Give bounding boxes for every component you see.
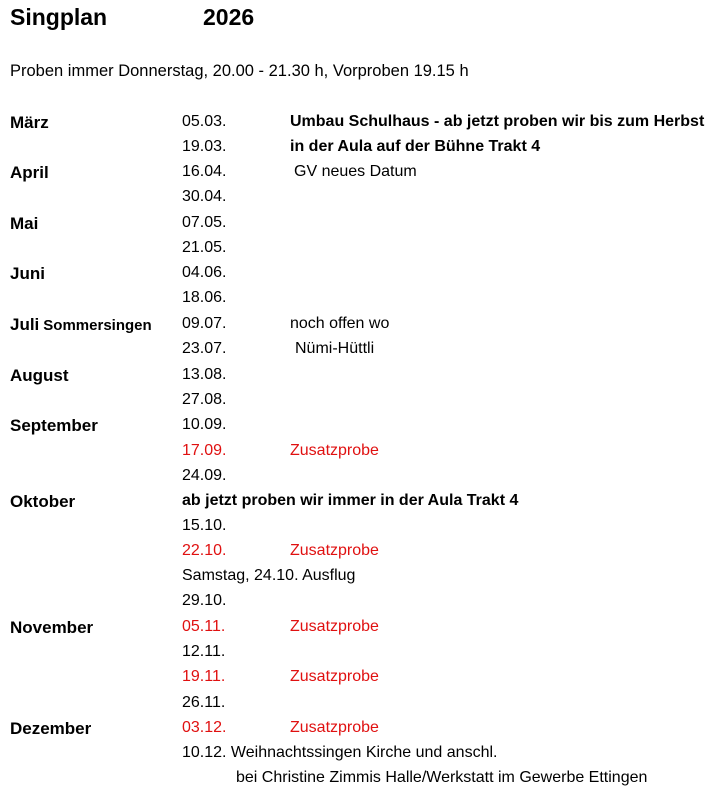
month-name: Dezember [10,719,92,738]
extra-rehearsal-note: Zusatzprobe [290,719,379,736]
rehearsal-date: 22.10. [182,542,227,559]
table-row [0,744,723,769]
rehearsal-note: noch offen wo [290,315,390,332]
month-label [10,214,38,234]
rehearsal-note: GV neues Datum [294,163,417,180]
month-name: Juli [10,315,40,334]
month-name: Juni [10,264,45,283]
rehearsal-note: in der Aula auf der Bühne Trakt 4 [290,138,541,155]
extra-rehearsal-note: Zusatzprobe [290,668,379,685]
rehearsal-date: 16.04. [182,163,227,180]
rehearsal-date: 05.11. [182,618,226,635]
month-label [10,163,49,183]
table-row [0,492,723,517]
table-row [0,668,723,693]
page-title: Singplan [10,4,108,30]
table-row [0,416,723,441]
month-name: November [10,618,94,637]
rehearsal-date: 21.05. [182,239,227,256]
month-name: August [10,366,69,385]
rehearsal-date: 29.10. [182,592,227,609]
table-row [0,340,723,365]
table-row [0,567,723,592]
month-label [10,113,49,133]
month-event-label: Sommersingen [43,317,152,334]
rehearsal-note: Umbau Schulhaus - ab jetzt proben wir bis zum Herbst [290,113,705,130]
table-row [0,467,723,492]
table-row [0,719,723,744]
year-heading: 2026 [203,4,255,30]
month-label [10,416,98,436]
table-row [0,163,723,188]
table-row [0,366,723,391]
rehearsal-date: 09.07. [182,315,227,332]
table-row [0,264,723,289]
table-row [0,694,723,719]
rehearsal-date: 18.06. [182,289,227,306]
month-label [10,366,69,386]
month-label [10,264,45,284]
table-row [0,214,723,239]
rehearsal-date: 19.03. [182,138,227,155]
table-row [0,643,723,668]
rehearsal-date: 10.12. Weihnachtssingen Kirche und anschl. [182,744,498,761]
rehearsal-date: 27.08. [182,391,227,408]
rehearsal-date: 13.08. [182,366,227,383]
rehearsal-date: 07.05. [182,214,227,231]
rehearsal-date: bei Christine Zimmis Halle/Werkstatt im Gewerbe Ettingen [236,769,648,786]
table-row [0,315,723,340]
rehearsal-date: 17.09. [182,442,227,459]
rehearsal-date: 19.11. [182,668,226,685]
table-row [0,188,723,213]
table-row [0,517,723,542]
rehearsal-date: 04.06. [182,264,227,281]
month-name: Mai [10,214,39,233]
subtitle: Proben immer Donnerstag, 20.00 - 21.30 h, Vorproben 19.15 h [10,62,469,80]
table-row [0,442,723,467]
table-row [0,113,723,138]
table-row [0,289,723,314]
table-row [0,391,723,416]
rehearsal-date: 23.07. [182,340,227,357]
rehearsal-date: 10.09. [182,416,227,433]
rehearsal-date: 12.11. [182,643,226,660]
table-row [0,592,723,617]
extra-rehearsal-note: Zusatzprobe [290,442,379,459]
extra-rehearsal-note: Zusatzprobe [290,618,379,635]
month-label [10,618,93,638]
rehearsal-date: 15.10. [182,517,227,534]
month-label [10,492,75,512]
rehearsal-date: 24.09. [182,467,227,484]
rehearsal-date: 26.11. [182,694,226,711]
extra-rehearsal-note: Zusatzprobe [290,542,379,559]
rehearsal-date: Samstag, 24.10. Ausflug [182,567,356,584]
rehearsal-date: 03.12. [182,719,227,736]
rehearsal-date: 05.03. [182,113,227,130]
rehearsal-date: ab jetzt proben wir immer in der Aula Trakt 4 [182,492,519,509]
rehearsal-date: 30.04. [182,188,227,205]
table-row [0,239,723,264]
month-name: September [10,416,98,435]
table-row [0,138,723,163]
table-row [0,769,723,794]
month-label [10,719,91,739]
month-name: April [10,163,49,182]
table-row [0,542,723,567]
month-label [10,315,152,335]
month-name: März [10,113,49,132]
table-row [0,618,723,643]
month-name: Oktober [10,492,76,511]
rehearsal-note: Nümi-Hüttli [295,340,375,357]
